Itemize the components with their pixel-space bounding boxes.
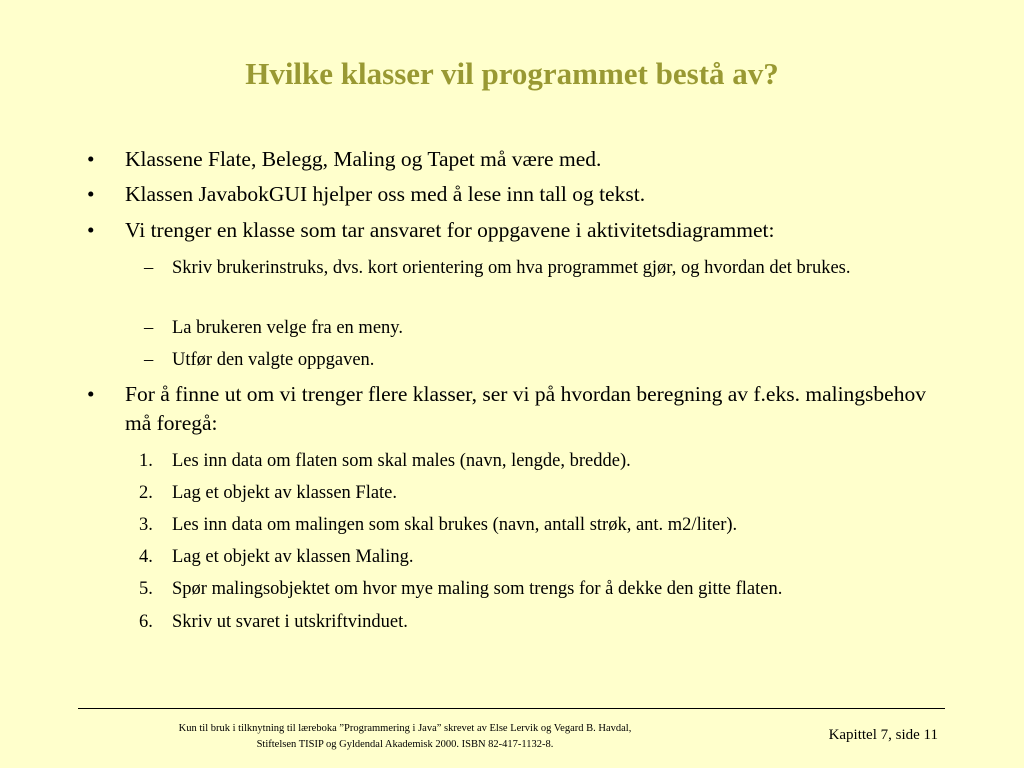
bullet-icon: • (87, 218, 95, 242)
step-text: Skriv ut svaret i utskriftvinduet. (172, 612, 408, 632)
footer-line: Kun til bruk i tilknytning til læreboka ”Programmering i Java” skrevet av Else Lervik og Vegard B. Havdal, (178, 723, 632, 734)
step-text: Lag et objekt av klassen Maling. (172, 547, 414, 567)
bullet-item (87, 180, 945, 209)
step-number: 4. (139, 547, 153, 567)
dash-icon: – (144, 258, 154, 278)
sub-bullet-item (144, 346, 917, 374)
footer-divider (78, 708, 945, 709)
sub-bullet-text: Skriv brukerinstruks, dvs. kort orientering om hva programmet gjør, og hvordan det brukes. (172, 258, 851, 278)
numbered-step (139, 479, 917, 507)
bullet-text: Vi trenger en klasse som tar ansvaret for oppgavene i aktivitetsdiagrammet: (125, 218, 775, 242)
step-number: 1. (139, 451, 153, 471)
footer-line: Stiftelsen TISIP og Gyldendal Akademisk 2000. ISBN 82-417-1132-8. (256, 739, 554, 750)
sub-bullet-item (144, 314, 917, 342)
step-text: Les inn data om malingen som skal brukes (navn, antall strøk, ant. m2/liter). (172, 515, 738, 535)
dash-icon: – (144, 350, 154, 370)
footer-note (0, 721, 810, 753)
bullet-item (87, 380, 945, 438)
bullet-text: Klassene Flate, Belegg, Maling og Tapet må være med. (125, 147, 602, 171)
sub-bullet-text: Utfør den valgte oppgaven. (172, 350, 375, 370)
step-number: 5. (139, 579, 153, 599)
bullet-item (87, 216, 945, 245)
dash-icon: – (144, 318, 154, 338)
bullet-icon: • (87, 182, 95, 206)
bullet-icon: • (87, 147, 95, 171)
bullet-icon: • (87, 382, 95, 406)
step-number: 3. (139, 515, 153, 535)
slide-title: Hvilke klasser vil programmet bestå av? (245, 56, 779, 91)
numbered-step (139, 543, 917, 571)
step-text: Les inn data om flaten som skal males (navn, lengde, bredde). (172, 451, 631, 471)
sub-bullet-item (144, 254, 917, 282)
numbered-step (139, 511, 917, 539)
numbered-step (139, 608, 917, 636)
page-number: Kapittel 7, side 11 (828, 727, 938, 743)
bullet-item (87, 145, 945, 174)
step-text: Spør malingsobjektet om hvor mye maling som trengs for å dekke den gitte flaten. (172, 579, 783, 599)
sub-bullet-text: La brukeren velge fra en meny. (172, 318, 403, 338)
step-text: Lag et objekt av klassen Flate. (172, 483, 398, 503)
step-number: 2. (139, 483, 153, 503)
step-number: 6. (139, 612, 153, 632)
bullet-text: For å finne ut om vi trenger flere klasser, ser vi på hvordan beregning av f.eks. malingsbehov må foregå: (125, 382, 926, 435)
numbered-step (139, 447, 917, 475)
numbered-step (139, 575, 917, 603)
bullet-text: Klassen JavabokGUI hjelper oss med å lese inn tall og tekst. (125, 182, 646, 206)
